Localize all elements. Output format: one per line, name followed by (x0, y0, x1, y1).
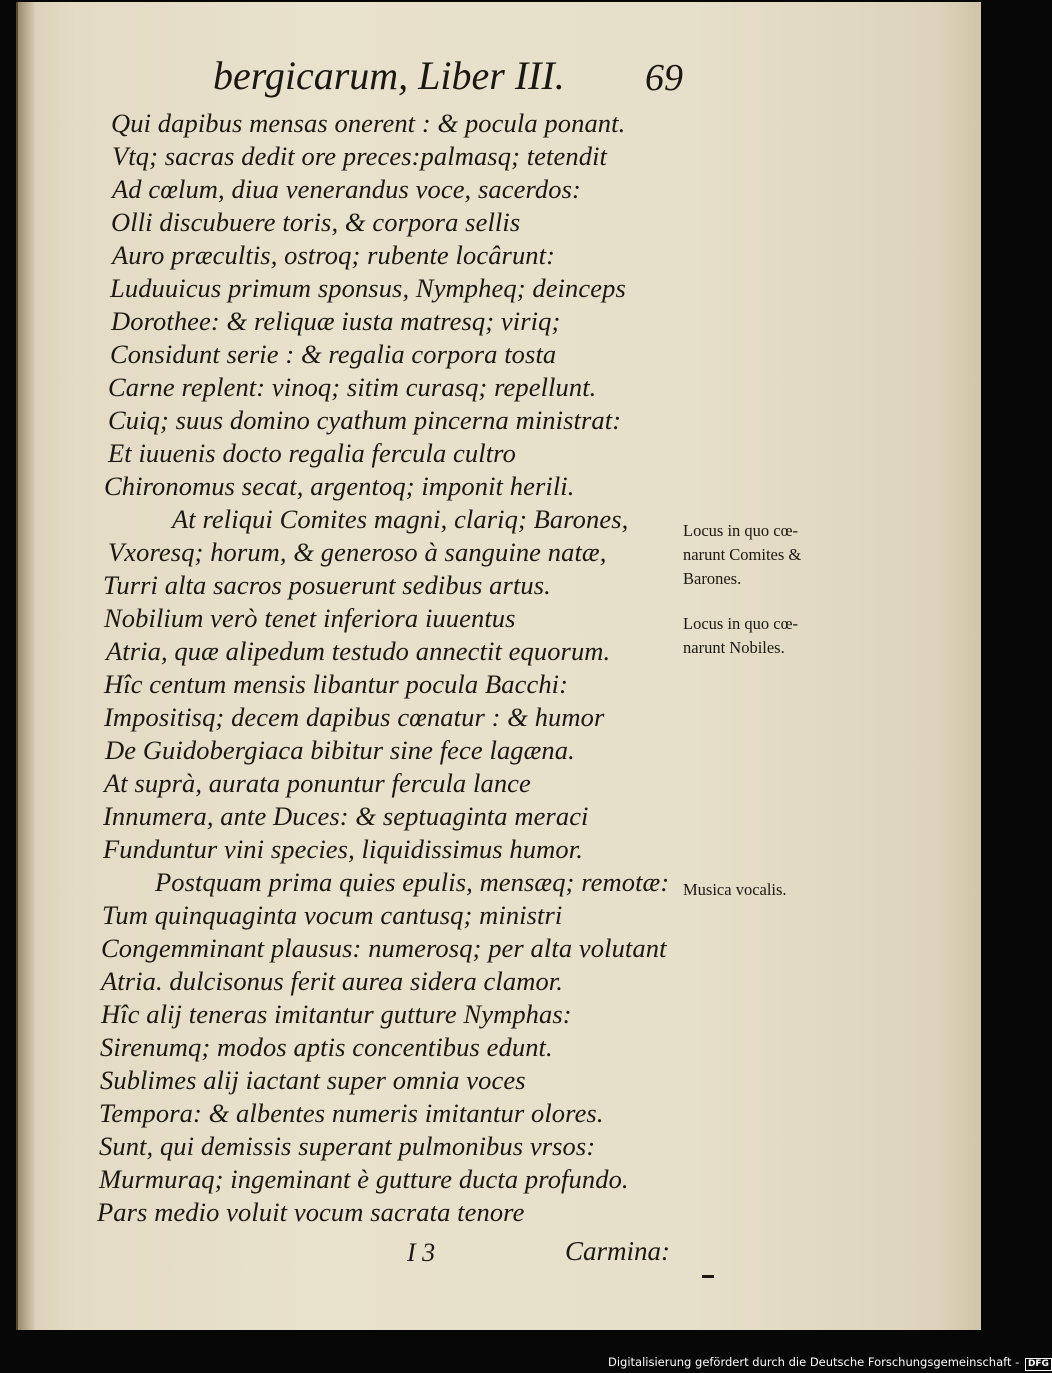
margin-note-line: Locus in quo cœ- (683, 614, 799, 633)
verse-line: Atria. dulcisonus ferit aurea sidera clamor. (101, 966, 564, 996)
margin-note-line: narunt Comites & (683, 545, 802, 564)
verse-line: Funduntur vini species, liquidissimus humor. (103, 834, 583, 864)
verse-line: Postquam prima quies epulis, mensæq; remotæ: (155, 867, 670, 897)
running-head: bergicarum, Liber III. (213, 53, 565, 98)
verse-line: Impositisq; decem dapibus cœnatur : & humor (104, 702, 605, 732)
verse-line: Olli discubuere toris, & corpora sellis (111, 207, 521, 237)
margin-note-line: narunt Nobiles. (683, 638, 785, 657)
verse-line: Auro præcultis, ostroq; rubente locârunt: (112, 240, 556, 270)
dfg-logo: DFG (1025, 1358, 1052, 1371)
verse-line: Carne replent: vinoq; sitim curasq; repellunt. (108, 372, 597, 402)
margin-note-line: Locus in quo cœ- (683, 521, 799, 540)
verse-line: De Guidobergiaca bibitur sine fece lagæna. (105, 735, 575, 765)
verse-line: Luduuicus primum sponsus, Nympheq; deinceps (110, 273, 626, 303)
verse-line: Chironomus secat, argentoq; imponit herili. (104, 471, 575, 501)
margin-note-musica (683, 878, 787, 902)
verse-line: Et iuuenis docto regalia fercula cultro (108, 438, 516, 468)
gutter-shadow (16, 2, 36, 1330)
ink-mark (702, 1275, 714, 1278)
verse-line: Tum quinquaginta vocum cantusq; ministri (102, 900, 563, 930)
verse-line: Congemminant plausus: numerosq; per alta volutant (101, 933, 667, 963)
verse-line: Turri alta sacros posuerunt sedibus artus. (103, 570, 551, 600)
verse-line: Sunt, qui demissis superant pulmonibus vrsos: (99, 1131, 596, 1161)
footer-text: Digitalisierung gefördert durch die Deutsche Forschungsgemeinschaft - (608, 1355, 1020, 1369)
verse-line: Qui dapibus mensas onerent : & pocula ponant. (111, 108, 626, 138)
verse-line: At suprà, aurata ponuntur fercula lance (104, 768, 531, 798)
margin-note-comites (683, 519, 801, 591)
verse-line: Cuiq; suus domino cyathum pincerna ministrat: (108, 405, 622, 435)
verse-line: At reliqui Comites magni, clariq; Barones, (172, 504, 629, 534)
verse-line: Hîc alij teneras imitantur gutture Nymphas: (101, 999, 572, 1029)
catchword: Carmina: (565, 1236, 671, 1266)
margin-note-line: Musica vocalis. (683, 880, 787, 899)
verse-line: Murmuraq; ingeminant è gutture ducta profundo. (99, 1164, 629, 1194)
margin-note-line: Barones. (683, 569, 742, 588)
verse-line: Sirenumq; modos aptis concentibus edunt. (100, 1032, 553, 1062)
digitization-footer (608, 1355, 1052, 1371)
verse-line: Pars medio voluit vocum sacrata tenore (97, 1197, 525, 1227)
verse-line: Sublimes alij iactant super omnia voces (100, 1065, 526, 1095)
verse-line: Innumera, ante Duces: & septuaginta meraci (103, 801, 589, 831)
verse-line: Dorothee: & reliquæ iusta matresq; viriq; (111, 306, 561, 336)
verse-line: Tempora: & albentes numeris imitantur olores. (99, 1098, 604, 1128)
verse-line: Nobilium verò tenet inferiora iuuentus (104, 603, 516, 633)
margin-note-nobiles (683, 612, 798, 660)
verse-line: Vxoresq; horum, & generoso à sanguine natæ, (108, 537, 607, 567)
verse-line: Ad cœlum, diua venerandus voce, sacerdos: (112, 174, 581, 204)
verse-line: Considunt serie : & regalia corpora tosta (110, 339, 557, 369)
signature-mark: I 3 (407, 1238, 436, 1267)
verse-line: Hîc centum mensis libantur pocula Bacchi: (104, 669, 569, 699)
verse-line: Vtq; sacras dedit ore preces:palmasq; tetendit (112, 141, 607, 171)
verse-line: Atria, quæ alipedum testudo annectit equorum. (106, 636, 611, 666)
page-number: 69 (645, 57, 683, 99)
